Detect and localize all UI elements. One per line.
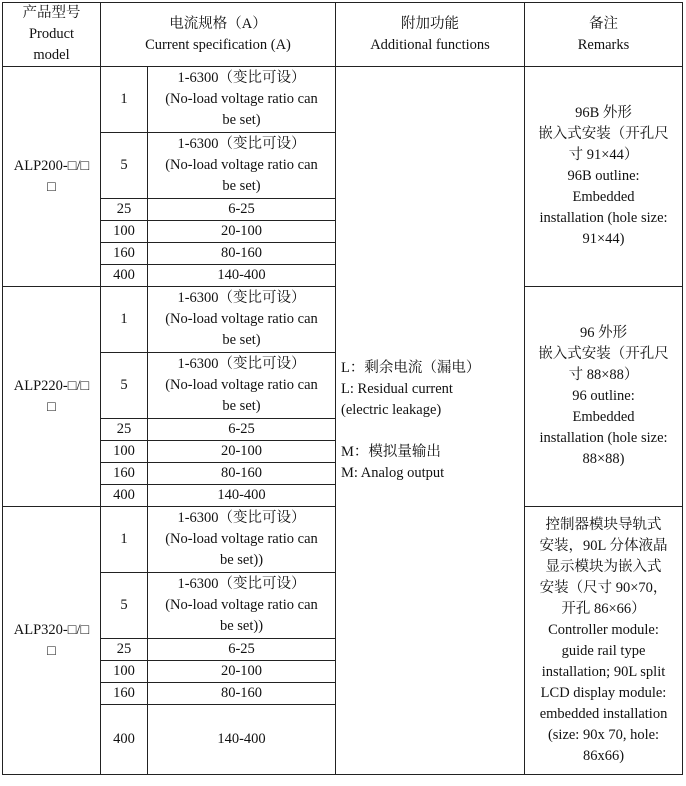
rating-cell: 160 <box>101 243 148 265</box>
model-cell-alp320 <box>3 507 101 775</box>
spec-cell: 80-160 <box>148 683 336 705</box>
rating-cell: 100 <box>101 661 148 683</box>
spec-line: 1-6300（变比可设） <box>177 510 306 526</box>
remark-line: installation; 90L split <box>541 663 666 680</box>
spec-line: be set) <box>222 398 261 414</box>
spec-line: be set) <box>222 332 261 348</box>
header-remarks-en: Remarks <box>577 36 630 53</box>
remark-line: 91×44) <box>582 231 625 247</box>
spec-cell: 20-100 <box>148 661 336 683</box>
remark-line: 寸 88×88） <box>568 367 639 383</box>
spec-line: be set) <box>222 178 261 194</box>
function-l-en1: L: Residual current <box>341 380 453 397</box>
model-suffix: □ <box>47 178 56 195</box>
function-m-cn: M：模拟量输出 <box>341 443 441 460</box>
remark-line: 显示模块为嵌入式 <box>545 558 662 575</box>
remark-line: 安装（尺寸 90×70， <box>539 579 668 596</box>
remark-line: installation (hole size: <box>539 210 668 226</box>
remarks-cell-alp200 <box>525 67 683 287</box>
spec-cell <box>148 133 336 199</box>
spec-cell <box>148 573 336 639</box>
remark-line: Embedded <box>572 189 635 205</box>
spec-line: (No-load voltage ratio can <box>165 377 318 393</box>
spec-cell: 140-400 <box>148 265 336 287</box>
rating-cell: 5 <box>101 133 148 199</box>
header-functions-cn: 附加功能 <box>401 15 460 32</box>
remark-line: 寸 91×44） <box>568 147 639 163</box>
remark-line: LCD display module: <box>540 684 667 701</box>
spec-line: (No-load voltage ratio can <box>165 311 318 327</box>
spec-cell <box>148 287 336 353</box>
spec-cell <box>148 353 336 419</box>
header-current-en: Current specification (A) <box>145 36 291 53</box>
remark-line: 88×88) <box>582 451 625 467</box>
rating-cell: 400 <box>101 265 148 287</box>
header-model-cn: 产品型号 <box>22 5 81 21</box>
function-l-cn: L：剩余电流（漏电） <box>341 359 481 376</box>
remark-line: guide rail type <box>561 642 646 659</box>
spec-line: 1-6300（变比可设） <box>177 576 306 592</box>
rating-cell: 5 <box>101 573 148 639</box>
spec-cell: 6-25 <box>148 639 336 661</box>
spec-line: (No-load voltage ratio can <box>165 91 318 107</box>
remark-line: 96B outline: <box>567 168 640 184</box>
remark-line: 控制器模块导轨式 <box>545 516 662 533</box>
header-model-en1: Product <box>28 26 75 42</box>
remark-line: 96 outline: <box>572 388 635 404</box>
spec-line: 1-6300（变比可设） <box>177 136 306 152</box>
remark-line: 嵌入式安装（开孔尺 <box>538 346 669 362</box>
model-suffix: □ <box>47 398 56 415</box>
header-row <box>3 3 683 67</box>
spec-cell: 20-100 <box>148 221 336 243</box>
rating-cell: 5 <box>101 353 148 419</box>
rating-cell: 25 <box>101 199 148 221</box>
spec-cell: 140-400 <box>148 485 336 507</box>
rating-cell: 160 <box>101 463 148 485</box>
header-remarks <box>525 3 683 67</box>
header-functions <box>336 3 525 67</box>
remark-line: embedded installation <box>539 705 668 722</box>
remark-line: 嵌入式安装（开孔尺 <box>538 126 669 142</box>
spec-cell: 20-100 <box>148 441 336 463</box>
remarks-cell-alp220 <box>525 287 683 507</box>
rating-cell: 400 <box>101 485 148 507</box>
function-spacer <box>341 421 521 442</box>
rating-cell: 1 <box>101 507 148 573</box>
spec-line: 1-6300（变比可设） <box>177 356 306 372</box>
function-l-en2: (electric leakage) <box>341 401 442 418</box>
remark-line: 安装，90L 分体液晶 <box>539 537 668 554</box>
remark-line: 96 外形 <box>579 325 628 341</box>
spec-cell: 6-25 <box>148 199 336 221</box>
rating-cell: 100 <box>101 441 148 463</box>
header-current-cn: 电流规格（A） <box>169 15 267 32</box>
header-model-en2: model <box>33 47 70 63</box>
spec-line: be set)) <box>219 552 264 568</box>
remark-line: Embedded <box>572 409 635 425</box>
spec-cell <box>148 67 336 133</box>
spec-table <box>2 2 683 775</box>
spec-cell <box>148 507 336 573</box>
remark-line: 开孔 86×66） <box>561 600 646 617</box>
rating-cell: 25 <box>101 639 148 661</box>
remarks-cell-alp320 <box>525 507 683 775</box>
spec-cell: 140-400 <box>148 705 336 775</box>
rating-cell: 100 <box>101 221 148 243</box>
header-model <box>3 3 101 67</box>
rating-cell: 1 <box>101 67 148 133</box>
spec-line: be set) <box>222 112 261 128</box>
model-name: ALP200-□/□ <box>13 157 90 174</box>
spec-line: 1-6300（变比可设） <box>177 70 306 86</box>
remark-line: 86x66) <box>582 747 625 764</box>
spec-line: (No-load voltage ratio can <box>165 597 318 613</box>
spec-line: be set)) <box>219 618 264 634</box>
rating-cell: 1 <box>101 287 148 353</box>
rating-cell: 160 <box>101 683 148 705</box>
header-current <box>101 3 336 67</box>
table-row <box>3 67 683 133</box>
model-suffix: □ <box>47 642 56 659</box>
header-functions-en: Additional functions <box>370 36 490 53</box>
model-name: ALP320-□/□ <box>13 621 90 638</box>
spec-line: 1-6300（变比可设） <box>177 290 306 306</box>
rating-cell: 25 <box>101 419 148 441</box>
spec-cell: 6-25 <box>148 419 336 441</box>
spec-cell: 80-160 <box>148 243 336 265</box>
remark-line: installation (hole size: <box>539 430 668 446</box>
header-remarks-cn: 备注 <box>589 15 619 32</box>
spec-line: (No-load voltage ratio can <box>165 157 318 173</box>
rating-cell: 400 <box>101 705 148 775</box>
model-cell-alp200 <box>3 67 101 287</box>
spec-cell: 80-160 <box>148 463 336 485</box>
function-m-en: M: Analog output <box>341 464 445 481</box>
remark-line: Controller module: <box>548 621 659 638</box>
model-name: ALP220-□/□ <box>13 377 90 394</box>
remark-line: 96B 外形 <box>575 105 632 121</box>
remark-line: (size: 90x 70, hole: <box>547 726 660 743</box>
model-cell-alp220 <box>3 287 101 507</box>
functions-cell <box>336 67 525 775</box>
spec-line: (No-load voltage ratio can <box>165 531 318 547</box>
